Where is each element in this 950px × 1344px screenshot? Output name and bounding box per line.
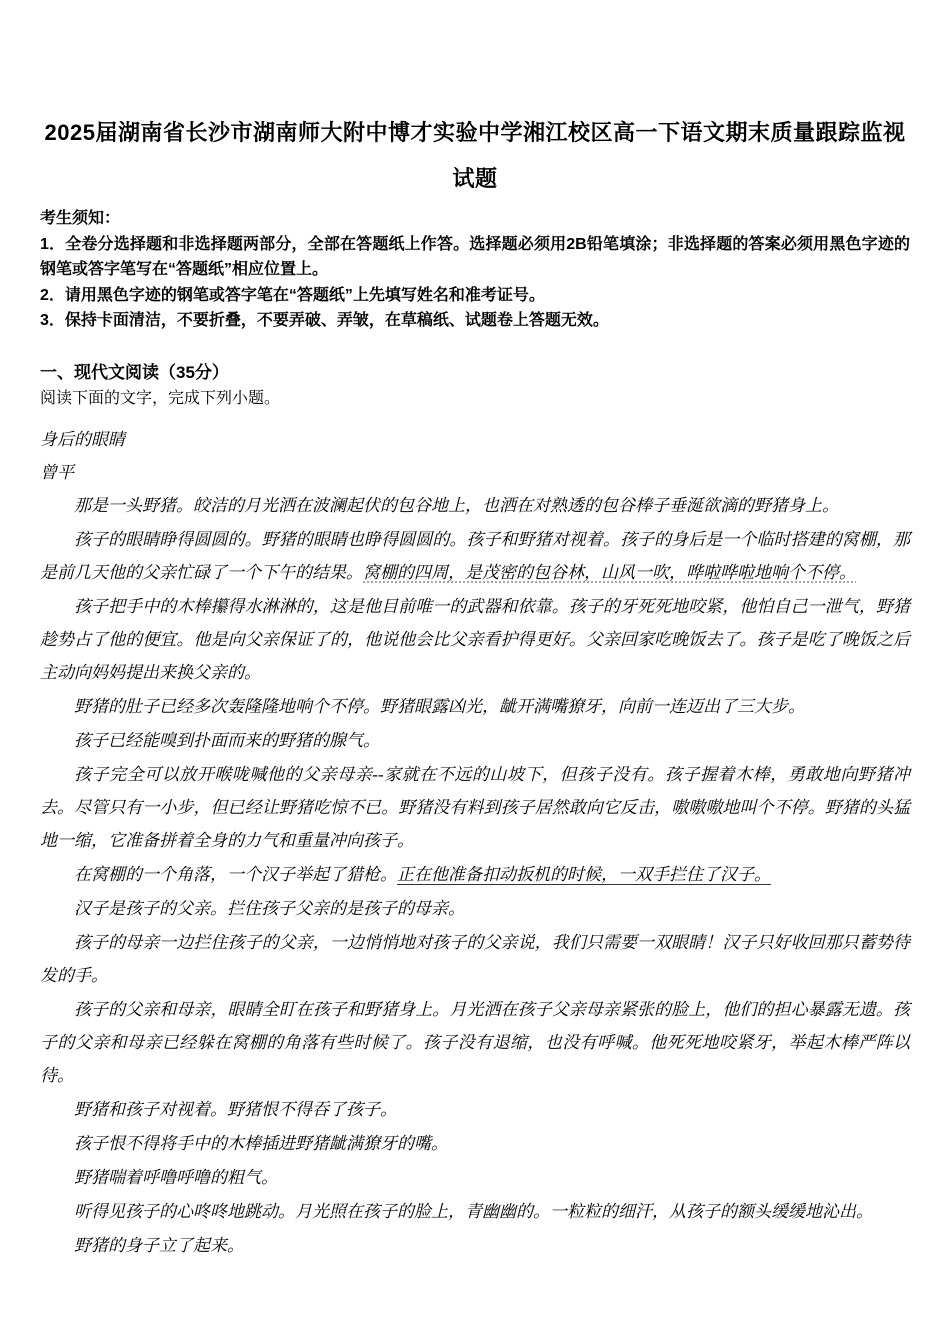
underlined-sentence: 窝棚的四周，是茂密的包谷林，山风一吹，哗啦哗啦地响个不停。 bbox=[363, 562, 856, 582]
paragraph-text: 野猪的身子立了起来。 bbox=[74, 1235, 244, 1255]
passage-paragraph bbox=[40, 1195, 910, 1228]
paragraph-text: 孩子完全可以放开喉咙喊他的父亲母亲--家就在不远的山坡下，但孩子没有。孩子握着木棒，勇敢地向野猪冲去。尽管只有一小步，但已经让野猪吃惊不已。野猪没有料到孩子居然敢向它反击，嗷嗷嗷地叫个不停。野猪的头猛地一缩，它准备拼着全身的力气和重量冲向孩子。 bbox=[40, 764, 910, 850]
paragraph-text: 孩子已经能嗅到扑面而来的野猪的腺气。 bbox=[74, 730, 380, 750]
passage-paragraph bbox=[40, 489, 910, 522]
notice-item: 1．全卷分选择题和非选择题两部分，全部在答题纸上作答。选择题必须用2B铅笔填涂；非选择题的答案必须用黑色字迹的钢笔或答字笔写在“答题纸”相应位置上。 bbox=[40, 235, 910, 278]
passage-paragraphs bbox=[40, 489, 910, 1262]
paragraph-text: 在窝棚的一个角落，一个汉子举起了猎枪。 bbox=[74, 864, 397, 884]
passage-paragraph bbox=[40, 590, 910, 689]
passage-paragraph bbox=[40, 926, 910, 992]
passage-author: 曾平 bbox=[40, 462, 74, 482]
passage-paragraph bbox=[40, 724, 910, 757]
paragraph-text: 听得见孩子的心咚咚地跳动。月光照在孩子的脸上，青幽幽的。一粒粒的细汗，从孩子的额头缓缓地沁出。 bbox=[74, 1201, 873, 1221]
notice-section bbox=[40, 206, 910, 334]
paragraph-text: 野猪和孩子对视着。野猪恨不得吞了孩子。 bbox=[74, 1099, 397, 1119]
section-intro: 阅读下面的文字，完成下列小题。 bbox=[40, 389, 281, 407]
paragraph-text: 孩子的母亲一边拦住孩子的父亲，一边悄悄地对孩子的父亲说，我们只需要一双眼睛！汉子只好收回那只蓄势待发的手。 bbox=[40, 932, 910, 985]
paragraph-text: 孩子恨不得将手中的木棒插进野猪龇满獠牙的嘴。 bbox=[74, 1133, 448, 1153]
paragraph-text: 那是一头野猪。皎洁的月光洒在波澜起伏的包谷地上，也洒在对熟透的包谷棒子垂涎欲滴的野猪身上。 bbox=[74, 495, 839, 515]
passage-paragraph bbox=[40, 892, 910, 925]
paragraph-text: 孩子的眼睛睁得圆圆的。野猪的眼睛也睁得圆圆的。孩子和野猪对视着。孩子的身后是一个临时搭建的窝棚，那是前几天他的父亲忙碌了一个下午的结果。 bbox=[40, 529, 910, 582]
section-heading: 一、现代文阅读（35分） bbox=[40, 362, 229, 382]
notice-item: 3．保持卡面清洁，不要折叠，不要弄破、弄皱，在草稿纸、试题卷上答题无效。 bbox=[40, 312, 609, 329]
passage-paragraph bbox=[40, 1229, 910, 1262]
paragraph-text: 野猪喘着呼噜呼噜的粗气。 bbox=[74, 1167, 278, 1187]
passage-paragraph bbox=[40, 993, 910, 1092]
passage-paragraph bbox=[40, 690, 910, 723]
passage-paragraph bbox=[40, 858, 910, 891]
passage-paragraph bbox=[40, 523, 910, 589]
passage-paragraph bbox=[40, 1127, 910, 1160]
paragraph-text: 孩子的父亲和母亲，眼睛全盯在孩子和野猪身上。月光洒在孩子父亲母亲紧张的脸上，他们的担心暴露无遗。孩子的父亲和母亲已经躲在窝棚的角落有些时候了。孩子没有退缩，也没有呼喊。他死死地咬紧牙，举起木棒严阵以待。 bbox=[40, 999, 910, 1085]
passage-paragraph bbox=[40, 1093, 910, 1126]
passage-paragraph bbox=[40, 1161, 910, 1194]
paragraph-text: 孩子把手中的木棒攥得水淋淋的，这是他目前唯一的武器和依靠。孩子的牙死死地咬紧，他怕自己一泄气，野猪趁势占了他的便宜。他是向父亲保证了的，他说他会比父亲看护得更好。父亲回家吃晚饭去了。孩子是吃了晚饭之后主动向妈妈提出来换父亲的。 bbox=[40, 596, 910, 682]
passage-paragraph bbox=[40, 758, 910, 857]
underlined-sentence: 正在他准备扣动扳机的时候，一双手拦住了汉子。 bbox=[397, 864, 771, 884]
notice-item: 2．请用黑色字迹的钢笔或答字笔在“答题纸”上先填写姓名和准考证号。 bbox=[40, 286, 545, 304]
passage-title: 身后的眼睛 bbox=[40, 429, 125, 449]
paragraph-text: 汉子是孩子的父亲。拦住孩子父亲的是孩子的母亲。 bbox=[74, 898, 465, 918]
page-title: 2025届湖南省长沙市湖南师大附中博才实验中学湘江校区高一下语文期末质量跟踪监视试题 bbox=[44, 120, 906, 191]
notice-label: 考生须知： bbox=[40, 210, 121, 227]
paragraph-text: 野猪的肚子已经多次轰隆隆地响个不停。野猪眼露凶光，龇开满嘴獠牙，向前一连迈出了三大步。 bbox=[74, 696, 805, 716]
